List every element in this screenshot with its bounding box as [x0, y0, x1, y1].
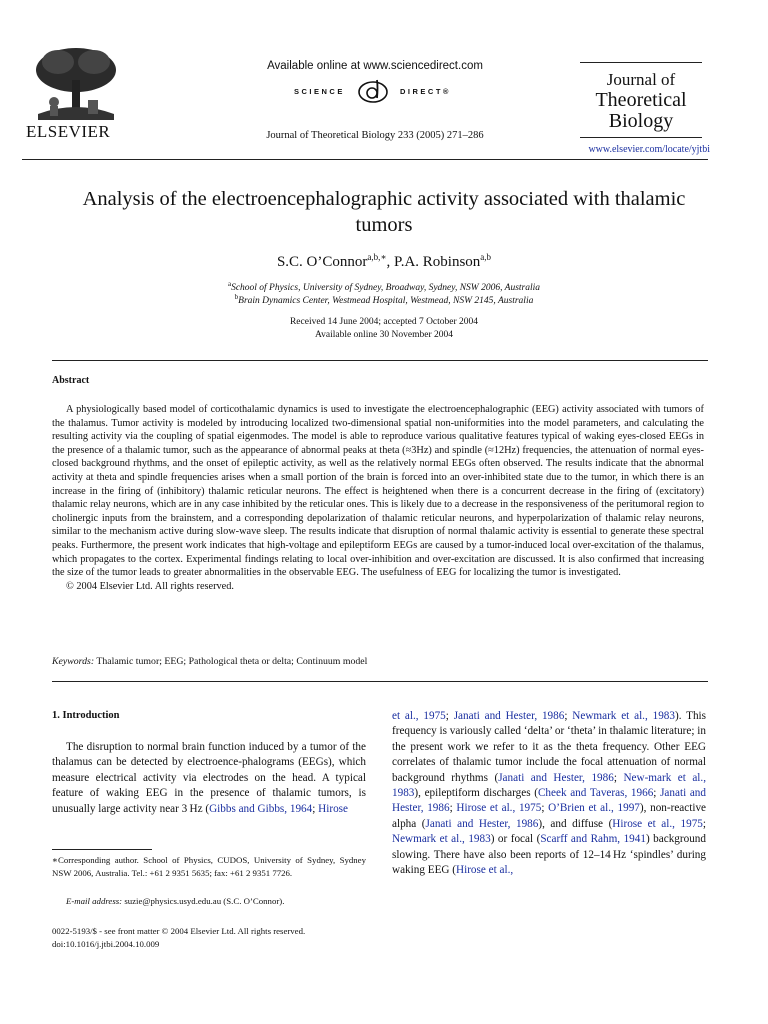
citation-link[interactable]: Hirose et al., [456, 864, 514, 877]
author-name: P.A. Robinson [394, 254, 481, 270]
citation-separator: ; [541, 802, 549, 815]
journal-title-line-3: Biology [608, 110, 674, 132]
journal-title [580, 69, 702, 132]
journal-citation: Journal of Theoretical Biology 233 (2005) 271–286 [266, 130, 484, 141]
issn-line: 0022-5193/$ - see front matter © 2004 Elsevier Ltd. All rights reserved. [52, 926, 306, 936]
citation-link[interactable]: Janati and Hester, 1986 [498, 771, 614, 784]
affiliation-a [100, 280, 668, 293]
author-affiliation-marks: a,b,∗ [367, 252, 387, 262]
email-footnote [52, 896, 366, 906]
affiliation-b [100, 293, 668, 306]
citation-separator: ; [445, 710, 454, 722]
citation-link[interactable]: Gibbs and Gibbs, 1964 [209, 802, 313, 815]
journal-title-line-1: Journal of [606, 70, 676, 89]
journal-masthead [580, 62, 702, 138]
section-heading-introduction: 1. Introduction [52, 710, 120, 721]
email-address[interactable]: suzie@physics.usyd.edu.au (S.C. O’Connor). [122, 896, 285, 906]
paragraph-text: ), epileptiform discharges ( [414, 787, 538, 800]
abstract-body [52, 403, 704, 593]
citation-separator: ; [449, 802, 457, 815]
paragraph-text: ) or focal ( [490, 833, 541, 846]
citation-link[interactable]: et al., 1975 [392, 710, 446, 722]
title-divider [52, 360, 708, 361]
citation-link[interactable]: Hirose et al., 1975 [612, 817, 703, 830]
citation-link[interactable]: Janati and Hester, 1986 [453, 710, 565, 722]
author-name: S.C. O’Connor [276, 254, 368, 270]
journal-url-link[interactable]: www.elsevier.com/locate/yjtbi [588, 144, 710, 155]
email-label: E-mail address: [66, 896, 123, 906]
received-date: Received 14 June 2004; accepted 7 October 2004 [289, 317, 479, 327]
abstract-divider [52, 681, 708, 682]
citation-link[interactable]: Cheek and Taveras, 1966 [537, 787, 654, 800]
intro-paragraph: The disruption to normal brain function induced by a tumor of the thalamus can be detected by electroence-phalograms (EEGs), which measure electrical activity via electrodes on the head. A typical feature of waking EEG in the presence of thalamic tumors, is unusually large activity near 3 Hz (Gibbs and Gibbs, 1964; Hirose [52, 741, 366, 815]
affiliation-text: Brain Dynamics Center, Westmead Hospital, Westmead, NSW 2145, Australia [238, 296, 534, 307]
sciencedirect-left: SCIENCE [294, 87, 345, 96]
intro-paragraph-continued [392, 709, 706, 878]
citation-separator: ; [564, 710, 573, 722]
doi-line[interactable]: doi:10.1016/j.jtbi.2004.10.009 [52, 939, 160, 949]
paragraph-text: The disruption to normal brain function induced by a tumor of the thalamus can be detected by electroence-phalograms (EEGs), which measure electrical activity via electrodes on the head. A typical feature of waking EEG in the presence of thalamic tumors, is unusually large activity near 3 Hz ( [52, 741, 366, 815]
elsevier-logo [22, 44, 132, 139]
journal-title-line-2: Theoretical [595, 89, 687, 111]
header-divider [22, 159, 708, 160]
citation-separator: ; [613, 771, 624, 784]
sciencedirect-logo[interactable] [280, 78, 480, 104]
abstract-heading: Abstract [52, 375, 90, 386]
affiliation-mark: b [234, 293, 239, 301]
citation-link[interactable]: New-mark et al., 1983 [392, 771, 707, 800]
affiliation-mark: a [227, 280, 232, 288]
paragraph-text: ) background slowing. There have also been reports of 12–14 Hz ‘spindles’ during waking EEG ( [392, 833, 706, 877]
author-separator: , [386, 254, 395, 270]
citation-link[interactable]: O’Brien et al., 1997 [548, 802, 640, 815]
citation-link[interactable]: Janati and Hester, 1986 [425, 817, 539, 830]
keywords-label: Keywords: [52, 656, 95, 667]
front-matter-info [52, 925, 382, 951]
citation-separator: ; [702, 817, 707, 830]
sciencedirect-right: DIRECT® [400, 87, 451, 96]
citation-link[interactable]: Janati and Hester, 1986 [392, 787, 706, 815]
corresponding-author-footnote: ∗Corresponding author. School of Physics, CUDOS, University of Sydney, Sydney NSW 2006, Australia. Tel.: +61 2 9351 5635; fax: +61 2 9351 7726. [52, 855, 366, 878]
elsevier-tree-icon [28, 44, 124, 120]
footnote-divider [52, 849, 152, 850]
citation-link[interactable]: Hirose [318, 802, 348, 815]
article-title: Analysis of the electroencephalographic activity associated with thalamic tumors [82, 188, 686, 236]
citation-link[interactable]: Newmark et al., 1983 [572, 710, 675, 722]
publisher-name: ELSEVIER [26, 122, 111, 141]
keywords-line [52, 656, 704, 667]
online-date: Available online 30 November 2004 [314, 330, 454, 340]
keywords-list: Thalamic tumor; EEG; Pathological theta or delta; Continuum model [94, 656, 368, 667]
available-online-text[interactable]: Available online at www.sciencedirect.com [267, 60, 483, 72]
citation-link[interactable]: Scarff and Rahm, 1941 [540, 833, 646, 846]
affiliation-text: School of Physics, University of Sydney, Broadway, Sydney, NSW 2006, Australia [231, 283, 541, 294]
copyright-notice: © 2004 Elsevier Ltd. All rights reserved. [66, 580, 234, 592]
abstract-text: A physiologically based model of corticothalamic dynamics is used to investigate the electroencephalographic (EEG) activity associated with tumors of the thalamus. Tumor activity is modeled by introducing localized two-dimensional spatial non-uniformities into the model parameters, and calculating the resulting activity via the coupling of spatial eigenmodes. The model is able to reproduce various qualitative features typical of waking eyes-closed EEGs in the presence of a thalamic tumor, such as the appearance of abnormal peaks at theta (≈3Hz) and spindle (≈12Hz) frequencies, the attenuation of normal eyes-closed background rhythms, and the onset of epileptic activity, as well as the relatively normal EEGs often observed. The results indicate that the abnormal activity at theta and spindle frequencies arises when a small portion of the brain is forced into an over-inhibited state due to the tumor, in which there is an increase in the firing of (inhibitory) thalamic reticular neurons. The effect is heightened when there is a concurrent decrease in the firing of (excitatory) thalamic relay neurons, which are in any case inhibited by the reticular ones. This is likely due to a decrease in the responsiveness of the peritumoral region to cholinergic inputs from the brainstem, and a corresponding depolarization of thalamic reticular neurons, and hyperpolarization of thalamic relay neurons, similar to the mechanism active during slow-wave sleep. The results indicate that disruption of normal thalamic activity is essential to generate these spectral peaks. Furthermore, the present work indicates that high-voltage and epileptiform EEGs are caused by a tumor-induced local over-excitation of the thalamus, which propagates to the cortex. Experimental findings relating to local over-inhibition and over-excitation are discussed. It is also confirmed that increasing the size of the tumor leads to greater abnormalities in the observable EEG. The usefulness of EEG for localizing the tumor is investigated. [52, 404, 704, 579]
paragraph-text: ). This frequency is variously called ‘delta’ or ‘theta’ in thalamic literature; in the present work we refer to it as the theta frequency. Other EEG correlates of thalamic tumor include the focal attenuation of normal background rhythms ( [392, 710, 707, 784]
citation-link[interactable]: Hirose et al., 1975 [456, 802, 542, 815]
paragraph-text: ), and diffuse ( [538, 817, 613, 830]
author-list [60, 252, 708, 271]
sciencedirect-d-icon [356, 78, 390, 104]
citation-link[interactable]: Newmark et al., 1983 [392, 833, 491, 846]
citation-separator: ; [653, 787, 661, 800]
paragraph-text: ), non-reactive alpha ( [392, 802, 707, 830]
author-affiliation-marks: a,b [480, 252, 492, 262]
